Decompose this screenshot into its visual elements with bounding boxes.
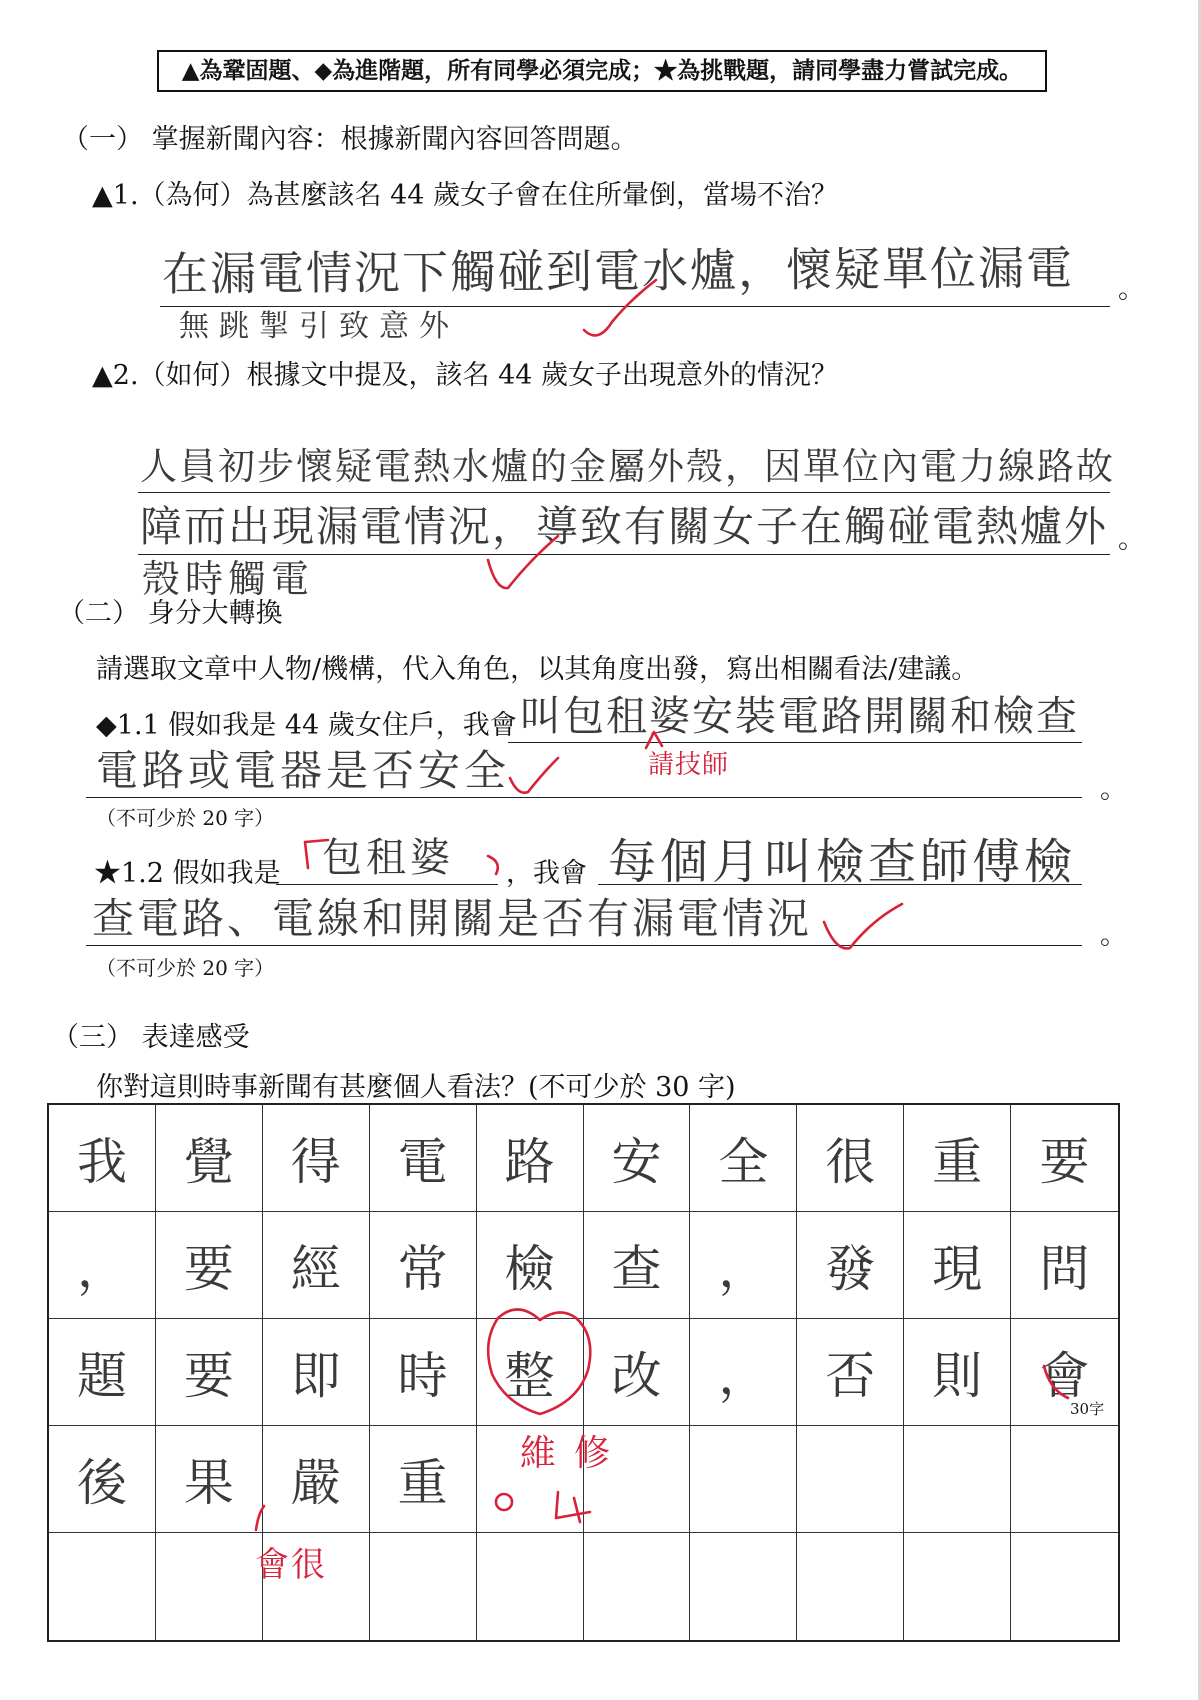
q1-1-end-punct: 。: [1100, 774, 1127, 805]
grid-cell: 很: [797, 1105, 904, 1212]
grid-insertion-note: 會很: [255, 1545, 327, 1585]
q1-1-min-words-note: （不可少於 20 字）: [96, 806, 275, 830]
q2-answer-line1: 人員初步懷疑電熱水爐的金屬外殼，因單位內電力線路故: [140, 445, 1115, 488]
q1-2-prompt-before: ★1.2 假如我是: [94, 858, 281, 889]
grid-cell: 發: [797, 1212, 904, 1319]
grid-cell: 要: [1011, 1105, 1118, 1212]
grid-cell: 後: [49, 1426, 156, 1533]
grid-cell: 否: [797, 1319, 904, 1426]
q1-2-close-bracket-mark: [488, 856, 498, 874]
grid-cell: [904, 1426, 1011, 1533]
grid-cell: 電: [370, 1105, 477, 1212]
grid-cell: [1011, 1533, 1118, 1640]
grid-cell: 時: [370, 1319, 477, 1426]
grid-cell: 查: [584, 1212, 691, 1319]
q1-2-answer-line1: 每個月叫檢查師傅檢: [608, 834, 1077, 890]
difficulty-legend-box: ▲為鞏固題、◆為進階題，所有同學必須完成；★為挑戰題，請同學盡力嘗試完成。: [157, 50, 1047, 92]
section3-prompt: 你對這則時事新聞有甚麼個人看法？(不可少於 30 字): [96, 1072, 736, 1103]
grid-cell: 常: [370, 1212, 477, 1319]
q2-answer-line2: 障而出現漏電情況，導致有關女子在觸碰電熱爐外: [140, 502, 1109, 551]
q1-2-role-answer: 包租婆: [322, 835, 454, 881]
grid-cell: 嚴: [263, 1426, 370, 1533]
grid-cell: 即: [263, 1319, 370, 1426]
q2-answer-line3: 殼時觸電: [142, 557, 315, 601]
grid-cell: 果: [156, 1426, 263, 1533]
grid-cell: 要: [156, 1319, 263, 1426]
q1-2-check-mark: [824, 904, 902, 948]
section3-title: （三） 表達感受: [52, 1022, 250, 1053]
q1-answer-rule1: [160, 306, 1110, 307]
q1-answer-line2: 無跳掣引致意外: [179, 309, 459, 344]
grid-cell: [156, 1533, 263, 1640]
q1-2-answer-line2: 查電路、電線和開關是否有漏電情況: [92, 894, 813, 943]
grid-cell: 全: [690, 1105, 797, 1212]
q2-answer-rule1: [138, 492, 1110, 493]
grid-cell: 得: [263, 1105, 370, 1212]
grid-cell: 路: [477, 1105, 584, 1212]
q1-1-answer-rule2: [86, 797, 1082, 798]
q1-1-teacher-note: 請技師: [648, 750, 730, 780]
q2-answer-rule2: [138, 554, 1110, 555]
grid-cell: [477, 1533, 584, 1640]
grid-cell: 重: [904, 1105, 1011, 1212]
q2-prompt: ▲2.（如何）根據文中提及，該名 44 歲女子出現意外的情況？: [92, 360, 839, 391]
q1-1-answer-line1: 叫包租婆安裝電路開關和檢查: [520, 692, 1079, 740]
grid-cell: 檢: [477, 1212, 584, 1319]
grid-cell: 整: [477, 1319, 584, 1426]
q1-1-check-mark: [510, 758, 558, 793]
grid-cell: [370, 1533, 477, 1640]
grid-cell: 經: [263, 1212, 370, 1319]
composition-grid: [47, 1103, 1120, 1642]
q1-1-answer-rule1: [508, 742, 1082, 743]
q1-end-punct: 。: [1118, 274, 1145, 305]
grid-cell: 現: [904, 1212, 1011, 1319]
grid-cell: 問: [1011, 1212, 1118, 1319]
grid-cell: 會: [1011, 1319, 1118, 1426]
q1-1-prompt: ◆1.1 假如我是 44 歲女住戶，我會: [96, 710, 517, 741]
grid-cell: [904, 1533, 1011, 1640]
q1-1-answer-line2: 電路或電器是否安全: [96, 746, 511, 795]
q1-2-end-punct: 。: [1100, 920, 1127, 951]
grid-cell: 我: [49, 1105, 156, 1212]
grid-cell: [1011, 1426, 1118, 1533]
grid-cell: 覺: [156, 1105, 263, 1212]
grid-cell: [797, 1533, 904, 1640]
grid-cell: 則: [904, 1319, 1011, 1426]
q1-prompt: ▲1.（為何）為甚麼該名 44 歲女子會在住所暈倒，當場不治？: [92, 180, 839, 211]
q1-2-min-words-note: （不可少於 20 字）: [96, 956, 275, 980]
q1-2-role-rule: [276, 884, 498, 885]
grid-cell: [584, 1533, 691, 1640]
word-count-label: 30字: [1070, 1400, 1105, 1418]
grid-cell: 要: [156, 1212, 263, 1319]
q1-2-prompt-after: ，我會: [506, 858, 587, 889]
grid-cell: 重: [370, 1426, 477, 1533]
grid-correction-note: 維修: [520, 1433, 629, 1474]
grid-cell: ，: [690, 1319, 797, 1426]
section1-title: （一） 掌握新聞內容：根據新聞內容回答問題。: [62, 124, 638, 155]
grid-cell: 安: [584, 1105, 691, 1212]
grid-cell: ，: [49, 1212, 156, 1319]
grid-cell: [49, 1533, 156, 1640]
q2-end-punct: 。: [1118, 524, 1145, 555]
grid-cell: [690, 1533, 797, 1640]
grid-cell: [690, 1426, 797, 1533]
q1-2-answer-rule1: [598, 884, 1082, 885]
q1-2-answer-rule2: [86, 945, 1082, 946]
grid-cell: ，: [690, 1212, 797, 1319]
grid-cell: [797, 1426, 904, 1533]
grid-cell: 題: [49, 1319, 156, 1426]
section2-instruction: 請選取文章中人物/機構，代入角色，以其角度出發，寫出相關看法/建議。: [96, 654, 979, 685]
grid-cell: 改: [584, 1319, 691, 1426]
q1-answer-line1: 在漏電情況下觸碰到電水爐，懷疑單位漏電: [161, 240, 1075, 302]
section2-title: （二） 身分大轉換: [58, 598, 283, 629]
